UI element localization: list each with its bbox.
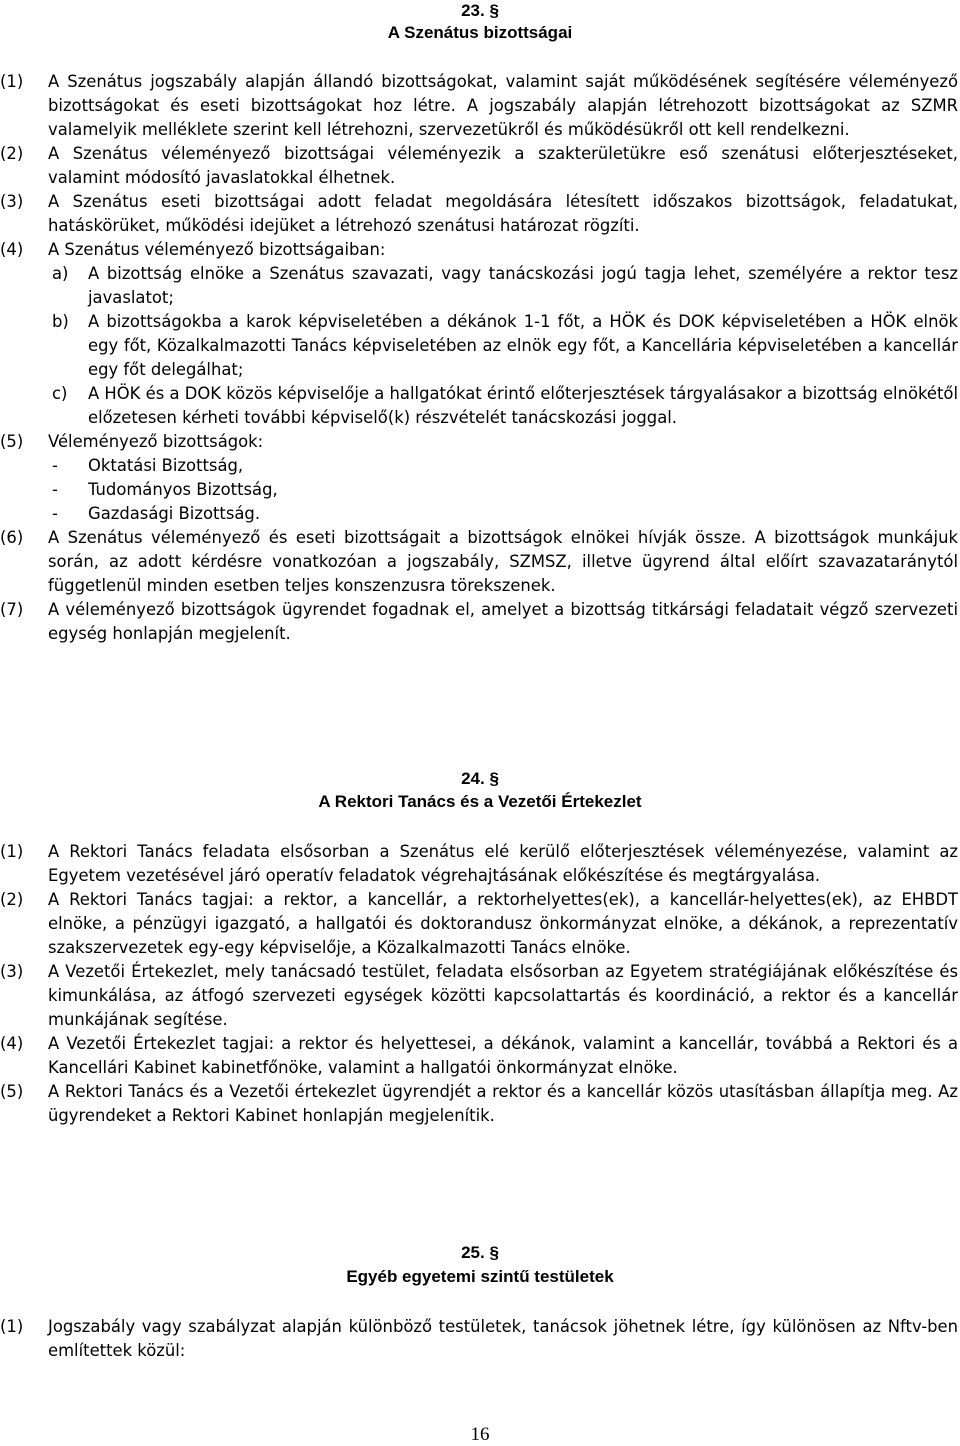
list-item-text: Oktatási Bizottság, [88, 456, 244, 475]
paragraph-number: (1) [0, 842, 24, 861]
dash-marker: - [52, 480, 58, 499]
sub-item-text: A bizottságokba a karok képviseletében a dékánok 1-1 főt, a HÖK és DOK képviseletében a HÖK elnök egy főt, Közalkalmazotti Tanács képviseletében az elnök egy főt, a Kancellária képviseletében a kancellár egy főt delegálhat; [88, 312, 958, 379]
paragraph-number: (2) [0, 144, 24, 163]
paragraph-number: (4) [0, 1034, 24, 1053]
paragraph-text: A Rektori Tanács és a Vezetői értekezlet ügyrendjét a rektor és a kancellár közös utasításban állapítja meg. Az ügyrendeket a Rektori Kabinet honlapján megjelenítik. [48, 1082, 958, 1125]
paragraph-23-2 [0, 142, 960, 190]
paragraph-text: A Rektori Tanács tagjai: a rektor, a kancellár, a rektorhelyettes(ek), a kancellár-helyettes(ek), az EHBDT elnöke, a pénzügyi igazgató, a hallgatói és doktorandusz önkormányzat elnöke, a dékánok, a reprezentatív szakszervezetek egy-egy képviselője, a Közalkalmazotti Tanács elnöke. [48, 890, 958, 957]
paragraph-number: (1) [0, 72, 24, 91]
paragraph-number: (5) [0, 432, 24, 451]
paragraph-24-4 [0, 1032, 960, 1080]
dash-marker: - [52, 456, 58, 475]
paragraph-number: (3) [0, 192, 24, 211]
sub-item-label: a) [52, 264, 69, 283]
section-25-number: 25. § [461, 1243, 499, 1262]
page-number: 16 [470, 1424, 490, 1445]
paragraph-23-6 [0, 526, 960, 598]
section-23-title: A Szenátus bizottságai [387, 23, 573, 42]
paragraph-text: A véleményező bizottságok ügyrendet fogadnak el, amelyet a bizottság titkársági feladatait végző szervezeti egység honlapján megjelenít. [48, 600, 958, 643]
paragraph-text: A Szenátus jogszabály alapján állandó bizottságokat, valamint saját működésének segítésére véleményező bizottságokat és eseti bizottságokat hoz létre. A jogszabály alapján létrehozott bizottságokat az SZMR valamelyik melléklete szerint kell létrehozni, szervezetükről és működésükről ott kell rendelkezni. [48, 72, 958, 139]
paragraph-25-1 [0, 1315, 960, 1363]
list-item [0, 478, 960, 502]
paragraph-text: Jogszabály vagy szabályzat alapján különböző testületek, tanácsok jöhetnek létre, így különösen az Nftv-ben említettek közül: [48, 1317, 958, 1360]
paragraph-number: (1) [0, 1317, 24, 1336]
paragraph-number: (4) [0, 240, 24, 259]
paragraph-23-7 [0, 598, 960, 646]
paragraph-24-5 [0, 1080, 960, 1128]
sub-item-b [0, 310, 960, 382]
sub-item-c [0, 382, 960, 430]
paragraph-number: (2) [0, 890, 24, 909]
paragraph-23-1 [0, 70, 960, 142]
paragraph-text: A Vezetői Értekezlet, mely tanácsadó testület, feladata elsősorban az Egyetem stratégiájának előkészítése és kimunkálása, az átfogó szervezeti egységek közötti kapcsolattartás és koordináció, a rektor és a kancellár munkájának segítése. [48, 962, 958, 1029]
paragraph-24-2 [0, 888, 960, 960]
section-24-number: 24. § [461, 769, 499, 788]
paragraph-24-1 [0, 840, 960, 888]
section-25-body [0, 1315, 960, 1363]
list-item-text: Gazdasági Bizottság. [88, 504, 261, 523]
paragraph-text: A Rektori Tanács feladata elsősorban a Szenátus elé kerülő előterjesztések véleményezése, valamint az Egyetem vezetésével járó operatív feladatok végrehajtásának előkészítése és megtárgyalása. [48, 842, 958, 885]
paragraph-23-3 [0, 190, 960, 238]
paragraph-number: (6) [0, 528, 24, 547]
paragraph-24-3 [0, 960, 960, 1032]
paragraph-text: A Vezetői Értekezlet tagjai: a rektor és helyettesei, a dékánok, valamint a kancellár, továbbá a Rektori és a Kancellári Kabinet kabinetfőnöke, valamint a hallgatói önkormányzat elnöke. [48, 1034, 958, 1077]
paragraph-number: (7) [0, 600, 24, 619]
sub-item-a [0, 262, 960, 310]
paragraph-number: (3) [0, 962, 24, 981]
paragraph-23-5 [0, 430, 960, 454]
paragraph-text: A Szenátus véleményező bizottságai véleményezik a szakterületükre eső szenátusi előterjesztéseket, valamint módosító javaslatokkal élhetnek. [48, 144, 958, 187]
paragraph-text: A Szenátus eseti bizottságai adott feladat megoldására létesített időszakos bizottságok, feladatukat, hatáskörüket, működési idejüket a létrehozó szenátusi határozat rögzíti. [48, 192, 958, 235]
dash-marker: - [52, 504, 58, 523]
list-item [0, 502, 960, 526]
paragraph-text: A Szenátus véleményező és eseti bizottságait a bizottságok elnökei hívják össze. A bizottságok munkájuk során, az adott kérdésre vonatkozóan a jogszabály, SZMSZ, illetve ügyrend által előírt szavazataránytól függetlenül minden esetben teljes konszenzusra törekszenek. [48, 528, 958, 595]
paragraph-number: (5) [0, 1082, 24, 1101]
section-24-body [0, 840, 960, 1128]
sub-item-text: A HÖK és a DOK közös képviselője a hallgatókat érintő előterjesztések tárgyalásakor a bizottság elnökétől előzetesen kérheti további képviselő(k) részvételét tanácskozási joggal. [88, 384, 958, 427]
sub-item-label: b) [52, 312, 69, 331]
list-item [0, 454, 960, 478]
section-24-title: A Rektori Tanács és a Vezetői Értekezlet [318, 792, 642, 811]
section-23-body [0, 70, 960, 646]
section-25-title: Egyéb egyetemi szintű testületek [346, 1267, 614, 1286]
paragraph-23-4 [0, 238, 960, 262]
paragraph-text: Véleményező bizottságok: [48, 432, 264, 451]
paragraph-text: A Szenátus véleményező bizottságaiban: [48, 240, 386, 259]
section-23-number: 23. § [461, 1, 499, 20]
sub-item-label: c) [52, 384, 68, 403]
list-item-text: Tudományos Bizottság, [88, 480, 278, 499]
sub-item-text: A bizottság elnöke a Szenátus szavazati, vagy tanácskozási jogú tagja lehet, személyére a rektor tesz javaslatot; [88, 264, 958, 307]
